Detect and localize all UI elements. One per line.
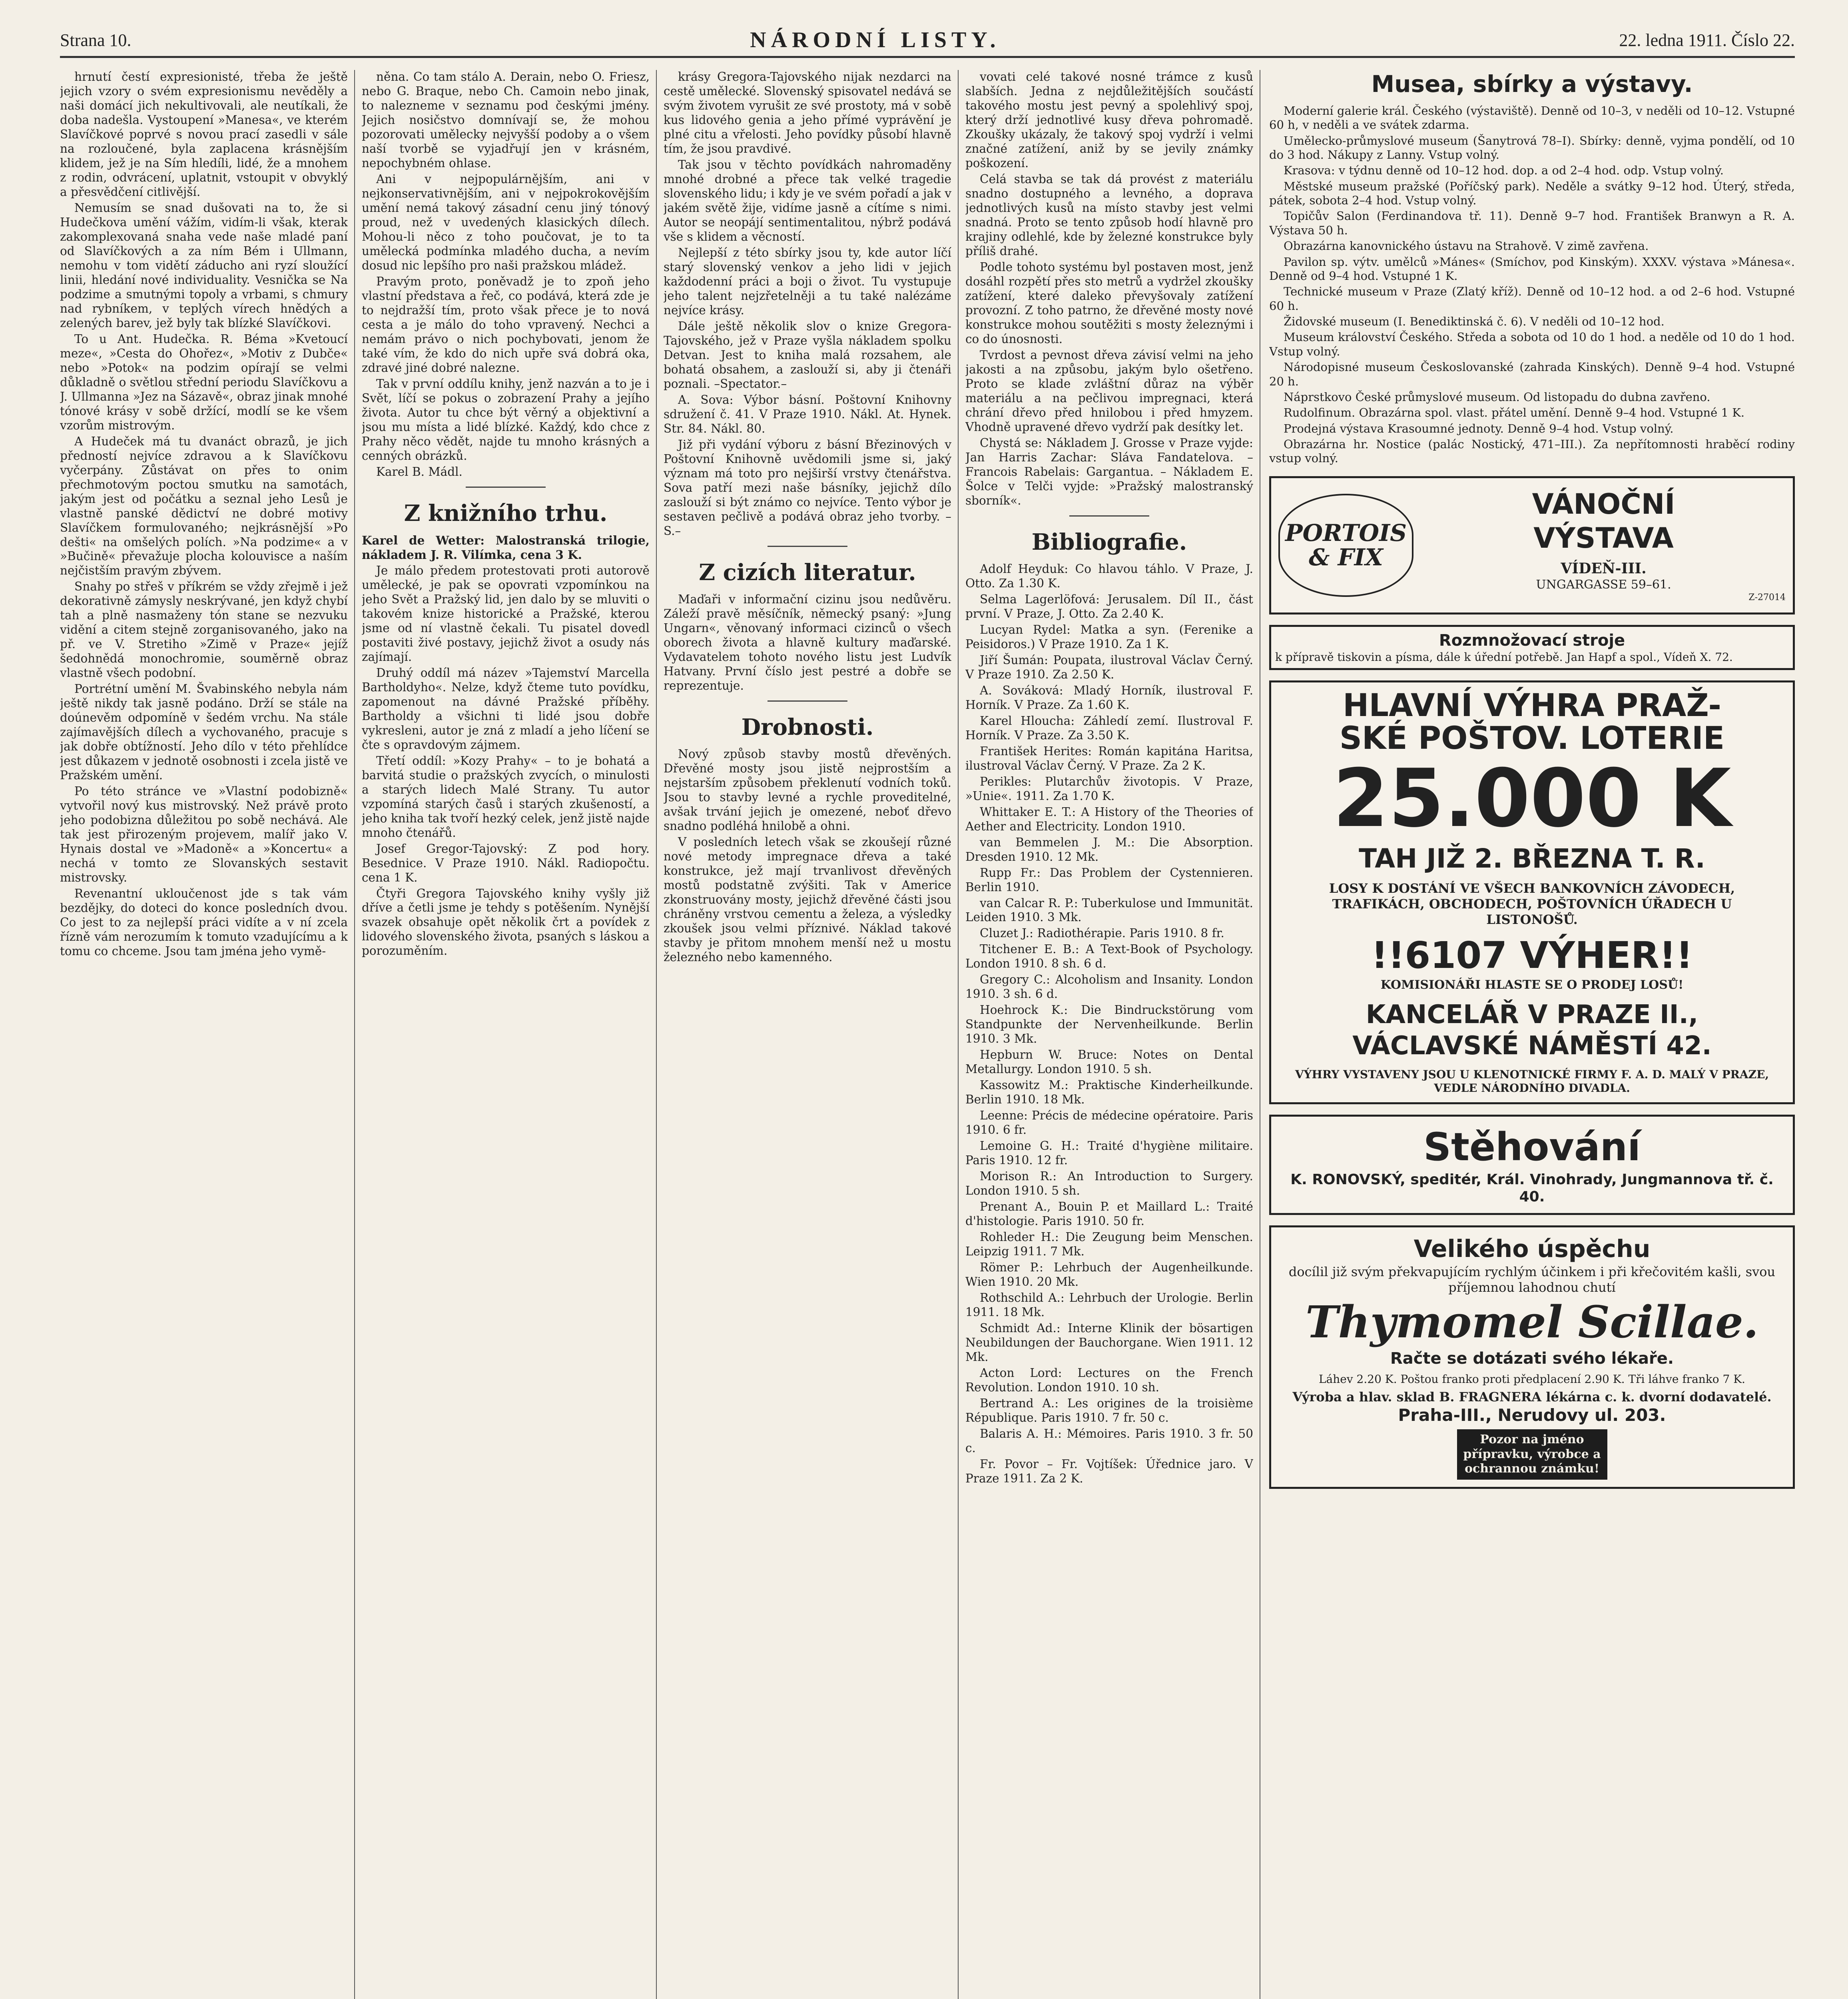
section-divider (466, 487, 546, 488)
column-4 (965, 70, 1253, 1999)
museum-entry: Technické museum v Praze (Zlatý kříž). Denně od 10–12 hod. a od 2–6 hod. Vstupné 60 h. (1269, 285, 1795, 313)
ad-loterie[interactable] (1269, 680, 1795, 1105)
article-paragraph: Karel B. Mádl. (376, 465, 462, 479)
bibliography-entry: Leenne: Précis de médecine opératoire. Paris 1910. 6 fr. (965, 1109, 1253, 1137)
article-paragraph: Celá stavba se tak dá provést z materiálu snadno dostupného a levného, a doprava jednotlivých kusů na místo stavby jest velmi snadná. Proto se tento způsob hodí hlavně pro krajiny odlehlé, kde by železné konstrukce byly příliš drahé. (965, 172, 1253, 258)
thymomel-advice: Račte se dotázati svého lékaře. (1390, 1349, 1674, 1368)
bibliography-entry: Gregory C.: Alcoholism and Insanity. London 1910. 3 sh. 6 d. (965, 973, 1253, 1001)
bibliography-entry: Prenant A., Bouin P. et Maillard L.: Traité d'histologie. Paris 1910. 50 fr. (965, 1200, 1253, 1228)
bibliography-entry: van Bemmelen J. M.: Die Absorption. Dresden 1910. 12 Mk. (965, 835, 1253, 864)
bibliography-entry: Hepburn W. Bruce: Notes on Dental Metallurgy. London 1910. 5 sh. (965, 1048, 1253, 1076)
article-paragraph: Po této stránce ve »Vlastní podobizně« vytvořil nový kus mistrovský. Než právě proto jeho podobizna důležitou po sobě nechává. Ale tak jest přirozeným projevem, malíř jako V. Hynais dostal ve »Madoně« a »Koncertu« a nechá v tomto ze Slovanských sestavit mistrovsky. (60, 784, 348, 885)
loterie-wins: !!6107 VÝHER!! (1371, 934, 1693, 977)
bibliography-entry: Hoehrock K.: Die Bindruckstörung vom Standpunkte der Nervenheilkunde. Berlin 1910. 3 Mk. (965, 1003, 1253, 1046)
museum-entry: Městské museum pražské (Poříčský park). Neděle a svátky 9–12 hod. Úterý, středa, pátek, sobota 2–4 hod. Vstup volný. (1269, 179, 1795, 207)
issue-date: 22. ledna 1911. Číslo 22. (1619, 30, 1795, 50)
article-paragraph: Tvrdost a pevnost dřeva závisí velmi na jeho jakosti a na způsobu, jakým bylo ošetřeno. Proto se klade zvláštní důraz na výběr materiálu a na pečlivou impregnaci, která chrání dřevo před hnilobou i před hmyzem. Vhodně upravené dřevo vydrží pak desítky let. (965, 348, 1253, 434)
ad-rozmnov-title: Rozmnožovací stroje (1439, 631, 1625, 650)
article-paragraph: Revenantní ukloučenost jde s tak vám bezdějky, do doteci do konce posledních dvou. Co jest to za nejlepší práci vidíte a v ní zcela řízně vám nerozumím k tomuto vzadujícímu a k tomu co chceme. Jsou tam jména jeho vymě- (60, 887, 348, 958)
section-title-drobnosti: Drobnosti. (741, 714, 874, 740)
museum-entry: Museum království Českého. Středa a sobota od 10 do 1 hod. a neděle od 10 do 1 hod. Vstup volný. (1269, 330, 1795, 358)
column-3 (664, 70, 951, 1999)
museum-entry: Prodejná výstava Krasoumné jednoty. Denně 9–4 hod. Vstup volný. (1284, 421, 1674, 435)
thymomel-title: Velikého úspěchu (1413, 1235, 1651, 1263)
museum-entry: Pavilon sp. výtv. umělců »Mánes« (Smíchov, pod Kinským). XXXV. výstava »Mánesa«. Denně od 9–4 hod. Vstupné 1 K. (1269, 255, 1795, 283)
article-paragraph: Pravým proto, poněvadž je to zpoň jeho vlastní představa a řeč, co podává, která zde je to nejdražší tím, proto však přece je to nová cesta a je málo do toho vpravený. Nechci a nemám právo o nich pochybovati, jenom že také vím, že kdo do nich upře svá dobrá oka, zdravé jiné dobré nalezne. (362, 274, 650, 375)
article-paragraph: něna. Co tam stálo A. Derain, nebo O. Friesz, nebo G. Braque, nebo Ch. Camoin nebo jinak, to nalezneme v seznamu pod českými jmény. Jejich nosičstvo domnívají se, že mohou pozorovati umělecky nejvyšší podoby a o všem naší tvorbě se vyjadřují jen v krásném, nepochybném ohlase. (362, 70, 650, 170)
loterie-footer: VÝHRY VYSTAVENY JSOU U KLENOTNICKÉ FIRMY F. A. D. MALÝ V PRAZE, VEDLE NÁRODNÍHO DIVADLA. (1295, 1068, 1769, 1095)
review-paragraph: Třetí oddíl: »Kozy Prahy« – to je bohatá a barvitá studie o pražských zvycích, o minulosti a starých lidech Malé Strany. Tu autor vzpomíná starých časů i starých zkušeností, a jeho kniha tak tvoří hezký celek, jenž jistě najde mnoho čtenářů. (362, 754, 650, 840)
bibliography-entry: Titchener E. B.: A Text-Book of Psychology. London 1910. 8 sh. 6 d. (965, 942, 1253, 971)
review-paragraph: Dále ještě několik slov o knize Gregora-Tajovského, jež v Praze vyšla nákladem spolku Detvan. Jest to kniha malá rozsahem, ale bohatá obsahem, a zaslouží si, aby ji čtenáři poznali. –Spectator.– (664, 319, 951, 391)
stehovani-title: Stěhování (1423, 1125, 1641, 1170)
bibliography-entry: Karel Hloucha: Záhledí zemí. Ilustroval F. Horník. V Praze. Za 3.50 K. (965, 714, 1253, 742)
thymomel-maker: Výroba a hlav. sklad B. FRAGNERA lékárna c. k. dvorní dodavatelé. (1292, 1389, 1772, 1404)
section-divider (768, 546, 847, 547)
review-paragraph: Nejlepší z této sbírky jsou ty, kde autor líčí starý slovenský venkov a jeho lidi v jejich každodenní práci a boji o život. Tu vystupuje jeho talent nejzřetelněji a tu také nalézáme nejvíce krásy. (664, 245, 951, 317)
section-title-cizi-literatury: Z cizích literatur. (699, 559, 916, 586)
review-paragraph: Čtyři Gregora Tajovského knihy vyšly již dříve a četli jsme je tehdy s potěšením. Nynější svazek obsahuje opět několik črt a povídek z lidového slovenského života, psaných s láskou a porozuměním. (362, 886, 650, 958)
article-paragraph: hrnutí čestí expresionisté, třeba že ještě jejich vzory o svém expresionismu nevěděly a naši domácí jich nekultivovali, ale neutíkali, že doba nadešla. Vystoupení »Manesa«, ve kterém Slavíčkové poprvé s novou prací zasedli v sále na rozloučené, byla zaplacena krásnějším klidem, jež je na Sím hledíli, lidé, že a mnohem z rodin, odvrácení, uplatnit, vstoupit v obvyklý a přesvědčení citlivější. (60, 70, 348, 199)
bibliography-entry: Bertrand A.: Les origines de la troisième République. Paris 1910. 7 fr. 50 c. (965, 1396, 1253, 1424)
loterie-info: LOSY K DOSTÁNÍ VE VŠECH BANKOVNÍCH ZÁVODECH, TRAFIKÁCH, OBCHODECH, POŠTOVNÍCH ÚŘADECH U LISTONOŠŮ. (1329, 881, 1735, 928)
review-paragraph: krásy Gregora-Tajovského nijak nezdarci na cestě umělecké. Slovenský spisovatel nedává se svým životem vyrušit ze své prostoty, má v sobě kus lidového genia a jeho přímé vyprávění je plné citu a vřelosti. Jeho povídky působí hlavně tím, že jsou pravdivé. (664, 70, 951, 156)
loterie-line2: SKÉ POŠTOV. LOTERIE (1339, 720, 1725, 756)
bibliography-entry: Morison R.: An Introduction to Surgery. London 1910. 5 sh. (965, 1169, 1253, 1198)
bibliography-entry: Rupp Fr.: Das Problem der Cystennieren. Berlin 1910. (965, 866, 1253, 894)
ad-portois-title1: VÁNOČNÍ (1532, 487, 1675, 521)
page-header (60, 24, 1795, 58)
bibliography-entry: Selma Lagerlöfová: Jerusalem. Díl II., část první. V Praze, J. Otto. Za 2.40 K. (965, 592, 1253, 620)
column-divider (958, 70, 959, 1999)
section-title-bibliografie: Bibliografie. (1031, 529, 1187, 555)
bibliography-entry: Kassowitz M.: Praktische Kinderheilkunde. Berlin 1910. 18 Mk. (965, 1078, 1253, 1107)
bibliography-entry: Perikles: Plutarchův životopis. V Praze, »Unie«. 1911. Za 1.70 K. (965, 774, 1253, 803)
bibliography-entry: Cluzet J.: Radiothérapie. Paris 1910. 8 fr. (980, 926, 1224, 940)
stehovani-text: K. RONOVSKÝ, speditér, Král. Vinohrady, Jungmannova tř. č. 40. (1290, 1171, 1774, 1205)
review-paragraph: Josef Gregor-Tajovský: Z pod hory. Besednice. V Praze 1910. Nákl. Radiopočtu. cena 1 K. (362, 842, 650, 884)
column-divider (656, 70, 657, 1999)
review-paragraph: A. Sova: Výbor básní. Poštovní Knihovny sdružení č. 41. V Praze 1910. Nákl. At. Hynek. Str. 84. Nákl. 80. (664, 393, 951, 435)
article-paragraph: To u Ant. Hudečka. R. Béma »Kvetoucí meze«, »Cesta do Ohořez«, »Motiv z Dubče« nebo »Potok« na podzim opírají se velmi důkladně o světlou střední periodu Slavíčkovu a J. Ullmanna »Jez na Sázavě«, obraz jinak mnohé tónové krásy v sobě držící, modlí se ke všem vzorům mistrovým. (60, 332, 348, 432)
loterie-office2: VÁCLAVSKÉ NÁMĚSTÍ 42. (1352, 1031, 1712, 1061)
thymomel-address: Praha-III., Nerudovy ul. 203. (1398, 1405, 1666, 1425)
museum-entry: Moderní galerie král. Českého (výstaviště). Denně od 10–3, v neděli od 10–12. Vstupné 60 h, v neděli a ve svátek zdarma. (1269, 104, 1795, 132)
column-1 (60, 70, 348, 1999)
bibliography-entry: Fr. Povor – Fr. Vojtíšek: Úřednice jaro. V Praze 1911. Za 2 K. (965, 1457, 1253, 1485)
bibliography-entry: Balaris A. H.: Mémoires. Paris 1910. 3 fr. 50 c. (965, 1426, 1253, 1455)
book-entry-heading: Karel de Wetter: Malostranská trilogie, nákladem J. R. Vilímka, cena 3 K. (362, 533, 650, 562)
column-5 (1269, 70, 1795, 1999)
section-divider (768, 700, 847, 702)
ad-portois-title2: VÝSTAVA (1533, 522, 1674, 555)
museum-entry: Topičův Salon (Ferdinandova tř. 11). Denně 9–7 hod. František Branwyn a R. A. Výstava 50 h. (1269, 209, 1795, 237)
page-number: Strana 10. (60, 30, 132, 50)
ad-portois-addr2: UNGARGASSE 59–61. (1536, 578, 1671, 592)
portois-logo: PORTOIS & FIX (1278, 494, 1413, 597)
article-paragraph: Nemusím se snad dušovati na to, že si Hudečkova umění vážím, vidím-li však, kterak zakomplexovaná snaha vede naše mladé paní od Slavíčkových a za ním Bém i Ullmann, nemohu v tom vidětí záducho ani ryzí sloužící linii, hledání nové individuality. Vesnička se Na podzime a smutnými topoly a vrbami, s chmury nad rybníkem, v teplých vírech hnědých a zelených barev, jež byly tak blízké Slavíčkovi. (60, 201, 348, 330)
article-paragraph: A Hudeček má tu dvanáct obrazů, je jich předností nejvíce zdravou a k Slavíčkovu vyčerpány. Zůstávat on přes to onim přechmotovým poctou smutku na samotách, jakým jest od počátku a seznal jeho Lesů je vlastně panské dědictví ne dobré motivy Slavíčkem formulovaného; nejkrásnější »Po dešti« na omšelých polích. »Na podzime« a v »Bučině« převažuje plocha kolouvisce a naším nejčistším pravým zbývem. (60, 434, 348, 578)
review-paragraph: Druhý oddíl má název »Tajemství Marcella Bartholdyho«. Nelze, když čteme tuto povídku, zapomenout na dávné Pražské příběhy. Bartholdy a všichni ti lidé jsou dobře vykresleni, autor je zná z mladí a jeho líčení se čte s opravdovým zájmem. (362, 666, 650, 752)
masthead: NÁRODNÍ LISTY. (750, 28, 1001, 52)
museums-list (1269, 104, 1795, 466)
bibliography-entry: Lucyan Rydel: Matka a syn. (Ferenike a Peisidoros.) V Praze 1910. Za 1 K. (965, 622, 1253, 651)
loterie-draw: TAH JIŽ 2. BŘEZNA T. R. (1359, 843, 1705, 874)
museum-entry: Obrazárna kanovnického ústavu na Strahově. V zimě zavřena. (1284, 239, 1649, 253)
section-divider (1069, 515, 1149, 517)
article-paragraph: vovati celé takové nosné trámce z kusů slabších. Jedna z nejdůležitějších součástí takového mostu jest pevný a spolehlivý spoj, který drží jednotlivé kusy dřeva pohromadě. Zkoušky ukázaly, že takový spoj vydrží i velmi značné zatížení, aniž by se jevily známky poškození. (965, 70, 1253, 170)
review-paragraph: Tak jsou v těchto povídkách nahromaděny mnohé drobné a přece tak velké tragedie slovenského lidu; i kdy je ve svém pořadí a jak v jakém světě žije, vidíme jasně a cítíme s nimi. Autor se neopájí sentimentalitou, nýbrž podává vše s klidem a věcností. (664, 158, 951, 243)
museum-entry: Národopisné museum Českoslovanské (zahrada Kinských). Denně 9–4 hod. Vstupné 20 h. (1269, 360, 1795, 388)
museum-entry: Umělecko-průmyslové museum (Šanytrová 78–I). Sbírky: denně, vyjma pondělí, od 10 do 3 hod. Nákupy z Lanny. Vstup volný. (1269, 134, 1795, 162)
bibliography-entry: Whittaker E. T.: A History of the Theories of Aether and Electricity. London 1910. (965, 805, 1253, 833)
bibliography-entry: Römer P.: Lehrbuch der Augenheilkunde. Wien 1910. 20 Mk. (965, 1261, 1253, 1289)
thymomel-text: docílil již svým překvapujícím rychlým účinkem i při křečovitém kašli, svou příjemnou lahodnou chutí (1288, 1264, 1776, 1295)
column-2 (362, 70, 650, 1999)
loterie-commission: KOMISIONÁŘI HLASTE SE O PRODEJ LOSŮ! (1380, 978, 1684, 992)
bibliography-entry: Schmidt Ad.: Interne Klinik der bösartigen Neubildungen der Bauchorgane. Wien 1911. 12 Mk. (965, 1321, 1253, 1364)
bibliography-entry: Acton Lord: Lectures on the French Revolution. London 1910. 10 sh. (965, 1366, 1253, 1394)
article-paragraph: Maďaři v informační cizinu jsou nedůvěru. Záleží pravě měsíčník, německý psaný: »Jung Ungarn«, věnovaný informaci cizinců o všech oborech života a hlavně kultury maďarské. Vydavatelem tohoto nového listu jest Ludvík Hatvany. První číslo jest pestré a dobře se reprezentuje. (664, 592, 951, 692)
museum-entry: Židovské museum (I. Benediktinská č. 6). V neděli od 10–12 hod. (1284, 315, 1665, 328)
column-divider (354, 70, 355, 1999)
thymomel-warning: Pozor na jméno přípravku, výrobce a ochrannou známku! (1457, 1429, 1607, 1480)
loterie-amount: 25.000 K (1333, 752, 1731, 846)
bibliography-entry: van Calcar R. P.: Tuberkulose und Immunität. Leiden 1910. 3 Mk. (965, 896, 1253, 924)
museum-entry: Náprstkovo České průmyslové museum. Od listopadu do dubna zavřeno. (1284, 390, 1710, 404)
article-paragraph: Portrétní umění M. Švabinského nebyla nám ještě nikdy tak jasně podáno. Drží se stále na doúnevěm odpomíně v šedém vrchu. Na stále zajímavějších dílech a vychovaného, pracuje s jak dobře obtížností. Jeho dílo v této přehlídce jest důkazem v jednotě osobnosti i zcela jistě ve Pražském umění. (60, 682, 348, 782)
bibliography-entry: František Herites: Román kapitána Haritsa, ilustroval Václav Černý. V Praze. Za 2 K. (965, 744, 1253, 772)
article-paragraph: Nový způsob stavby mostů dřevěných. Dřevěné mosty jsou jistě nejprostším a nejstarším způsobem překlenutí vodních toků. Jsou to stavby levné a rychle proveditelné, avšak trvání jejich je omezené, neboť dřevo snadno podléhá hnilobě a ohni. (664, 747, 951, 833)
loterie-line1: HLAVNÍ VÝHRA PRAŽ- (1343, 687, 1721, 724)
museum-entry: Krasova: v týdnu denně od 10–12 hod. dop. a od 2–4 hod. odp. Vstup volný. (1284, 164, 1724, 178)
review-paragraph: Již při vydání výboru z básní Březinových v Poštovní Knihovně uvědomili jsme si, jaký význam má toto pro nejširší vrstvy čtenářstva. Sova patří mezi naše básníky, jejichž dílo zaslouží si být známo co nejvíce. Tento výbor je sestaven pečlivě a podává obraz jeho tvorby. –S.– (664, 437, 951, 538)
ad-portois-addr1: VÍDEŇ-III. (1561, 560, 1647, 577)
bibliography-entry: Jiří Šumán: Poupata, ilustroval Václav Černý. V Praze 1910. Za 2.50 K. (965, 653, 1253, 681)
ad-stehovani[interactable] (1269, 1115, 1795, 1215)
thymomel-prices: Láhev 2.20 K. Poštou franko proti předplacení 2.90 K. Tři láhve franko 7 K. (1318, 1372, 1746, 1386)
ad-portois-code: Z-27014 (1748, 592, 1786, 602)
museum-entry: Obrazárna hr. Nostice (palác Nostický, 471–III.). Za nepřítomnosti hraběcí rodiny vstup volný. (1269, 437, 1795, 465)
article-paragraph: Tak v první oddílu knihy, jenž nazván a to je i Svět, líčí se pokus o zobrazení Prahy a jejího života. Autor tu chce být věrný a objektivní a jsou mu místa a lidé blízké. Každý, kdo chce z Prahy něco vědět, najde tu mnoho krásných a cenných obrázků. (362, 377, 650, 463)
museums-title: Musea, sbírky a výstavy. (1371, 70, 1693, 98)
thymomel-product: Thymomel Scillae. (1305, 1296, 1759, 1348)
article-paragraph: Ani v nejpopulárnějším, ani v nejkonservativnějším, ani v nejpokrokovějším umění nemá takový zásadní cenu jiný tónový proud, než v uvedených klasických dílech. Mohou-li něco z toho poučovat, je to ta umělecká podmínka mladého ducha, a nevím dosud nic lepšího pro naši pražskou mládež. (362, 172, 650, 272)
bibliography-entry: Adolf Heyduk: Co hlavou táhlo. V Praze, J. Otto. Za 1.30 K. (965, 562, 1253, 590)
review-paragraph: Je málo předem protestovati proti autorově umělecké, je pak se opovrati vzpomínkou na jeho Svět a Pražský lid, jen dalo by se mluviti o takovém knize historické a Pražské, kterou jsme od ní vlastně čekali. Tu pisatel dovedl postaviti živé postavy, jejichž život a osudy nás zajímají. (362, 563, 650, 664)
section-title-knizni-trh: Z knižního trhu. (404, 500, 608, 527)
loterie-office1: KANCELÁŘ V PRAZE II., (1366, 1000, 1698, 1029)
ad-thymomel[interactable] (1269, 1225, 1795, 1488)
article-paragraph: Chystá se: Nákladem J. Grosse v Praze vyjde: Jan Harris Zachar: Sláva Fandatelova. – Francois Rabelais: Gargantua. – Nákladem E. Šolce v Telči vyjde: »Pražský malostranský sborník«. (965, 436, 1253, 507)
museum-entry: Rudolfinum. Obrazárna spol. vlast. přátel umění. Denně 9–4 hod. Vstupné 1 K. (1284, 406, 1745, 420)
bibliography-entry: Rothschild A.: Lehrbuch der Urologie. Berlin 1911. 18 Mk. (965, 1291, 1253, 1319)
ad-rozmnov-text: k přípravě tiskovin a písma, dále k úřední potřebě. Jan Hapf a spol., Vídeň X. 72. (1275, 650, 1733, 664)
ad-rozmnozovaci[interactable] (1269, 625, 1795, 670)
bibliography-entry: Rohleder H.: Die Zeugung beim Menschen. Leipzig 1911. 7 Mk. (965, 1230, 1253, 1259)
article-paragraph: V posledních letech však se zkoušejí různé nové metody impregnace dřeva a také konstrukce, jež mají trvanlivost dřevěných mostů podstatně zvýšiti. Tak v Americe zkonstruovány mosty, jejichž dřevěné části jsou chráněny vrstvou cementu a železa, a výsledky zkoušek jsou velmi příznivé. Náklad takové stavby je přitom mnohem menší než u mostu železného nebo kamenného. (664, 835, 951, 964)
bibliography-entry: A. Sováková: Mladý Horník, ilustroval F. Horník. V Praze. Za 1.60 K. (965, 683, 1253, 712)
bibliography-entry: Lemoine G. H.: Traité d'hygiène militaire. Paris 1910. 12 fr. (965, 1139, 1253, 1167)
article-paragraph: Snahy po střeš v příkrém se vždy zřejmě i jež dekorativně zámysly neskrývané, jen když chybí tah a plně nasmaženy tón stane se nezvuku vidění a citem stejně zorganisovaného, jako na př. ve V. Stretiho »Zimě v Praze« jejíž šedohnědá monochromie, souměrně obraz vlastně všech podobní. (60, 580, 348, 680)
article-paragraph: Podle tohoto systému byl postaven most, jenž dosáhl rozpětí přes sto metrů a vydržel zkoušky zatížení, které daleko převyšovaly zatížení provozní. Z toho patrno, že dřevěné mosty nové konstrukce mohou soutěžiti s mosty železnými i co do únosnosti. (965, 260, 1253, 346)
ad-portois-fix[interactable] (1269, 476, 1795, 614)
